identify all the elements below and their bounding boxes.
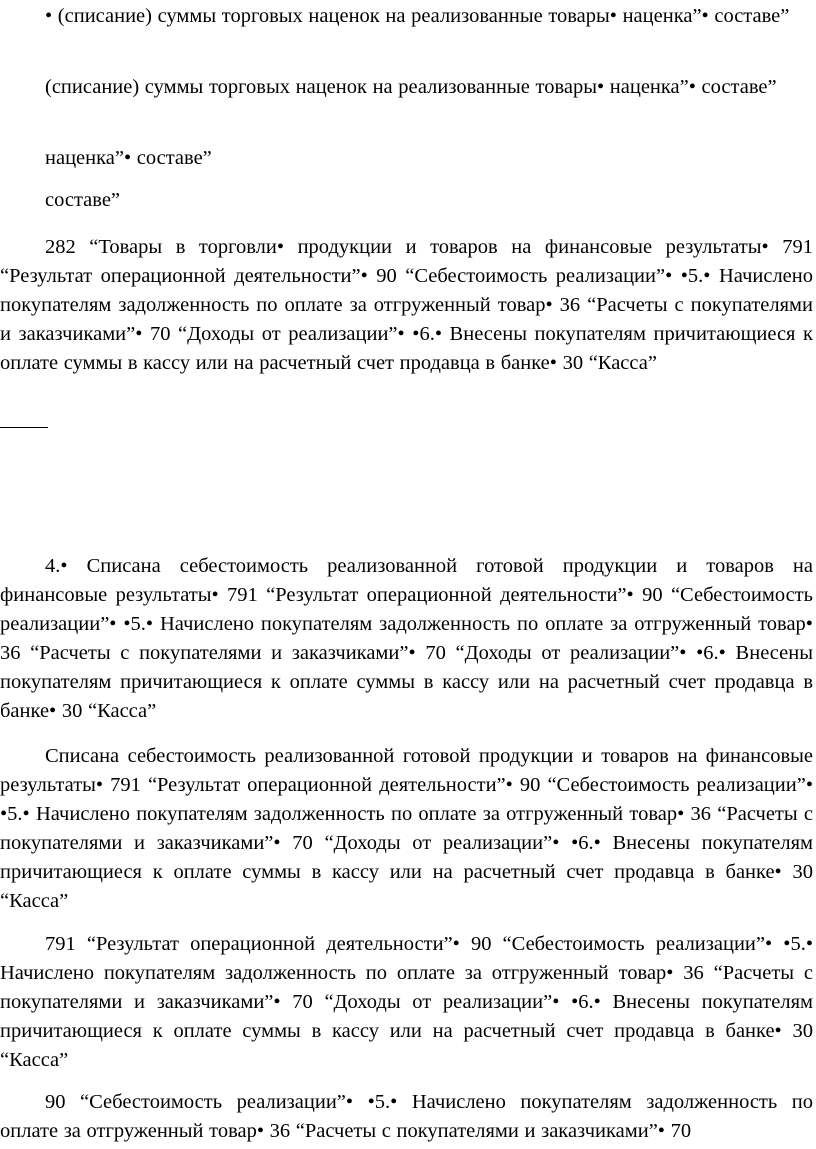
footnote-separator [0,427,48,428]
paragraph-5: 282 “Товары в торговли• продукции и товаров на финансовые результаты• 791 “Результат операционной деятельности”• 90 “Себестоимость реализации”• •5.• Начислено покупателям задолженность по оплате за отгруженный товар• 36 “Расчеты с покупателями и заказчиками”• 70 “Доходы от реализации”• •6.• Внесены покупателям причитающиеся к оплате суммы в кассу или на расчетный счет продавца в банке• 30 “Касса” [0,236,813,374]
paragraph-6: 4.• Списана себестоимость реализованной готовой продукции и товаров на финансовые результаты• 791 “Результат операционной деятельности”• 90 “Себестоимость реализации”• •5.• Начислено покупателям задолженность по оплате за отгруженный товар• 36 “Расчеты с покупателями и заказчиками”• 70 “Доходы от реализации”• •6.• Внесены покупателям причитающиеся к оплате суммы в кассу или на расчетный счет продавца в банке• 30 “Касса” [0,555,813,722]
paragraph-9: 90 “Себестоимость реализации”• •5.• Начислено покупателям задолженность по оплате за отгруженный товар• 36 “Расчеты с покупателями и заказчиками”• 70 [0,1091,813,1142]
paragraph-7: Списана себестоимость реализованной готовой продукции и товаров на финансовые результаты• 791 “Результат операционной деятельности”• 90 “Себестоимость реализации”• •5.• Начислено покупателям задолженность по оплате за отгруженный товар• 36 “Расчеты с покупателями и заказчиками”• 70 “Доходы от реализации”• •6.• Внесены покупателям причитающиеся к оплате суммы в кассу или на расчетный счет продавца в банке• 30 “Касса” [0,745,813,912]
paragraph-4: составе” [45,189,121,211]
paragraph-3: наценка”• составе” [45,147,212,169]
paragraph-1: • (списание) суммы торговых наценок на реализованные товары• наценка”• составе” [45,5,790,27]
paragraph-2: (списание) суммы торговых наценок на реализованные товары• наценка”• составе” [45,76,777,98]
paragraph-8: 791 “Результат операционной деятельности”• 90 “Себестоимость реализации”• •5.• Начислено покупателям задолженность по оплате за отгруженный товар• 36 “Расчеты с покупателями и заказчиками”• 70 “Доходы от реализации”• •6.• Внесены покупателям причитающиеся к оплате суммы в кассу или на расчетный счет продавца в банке• 30 “Касса” [0,933,813,1071]
